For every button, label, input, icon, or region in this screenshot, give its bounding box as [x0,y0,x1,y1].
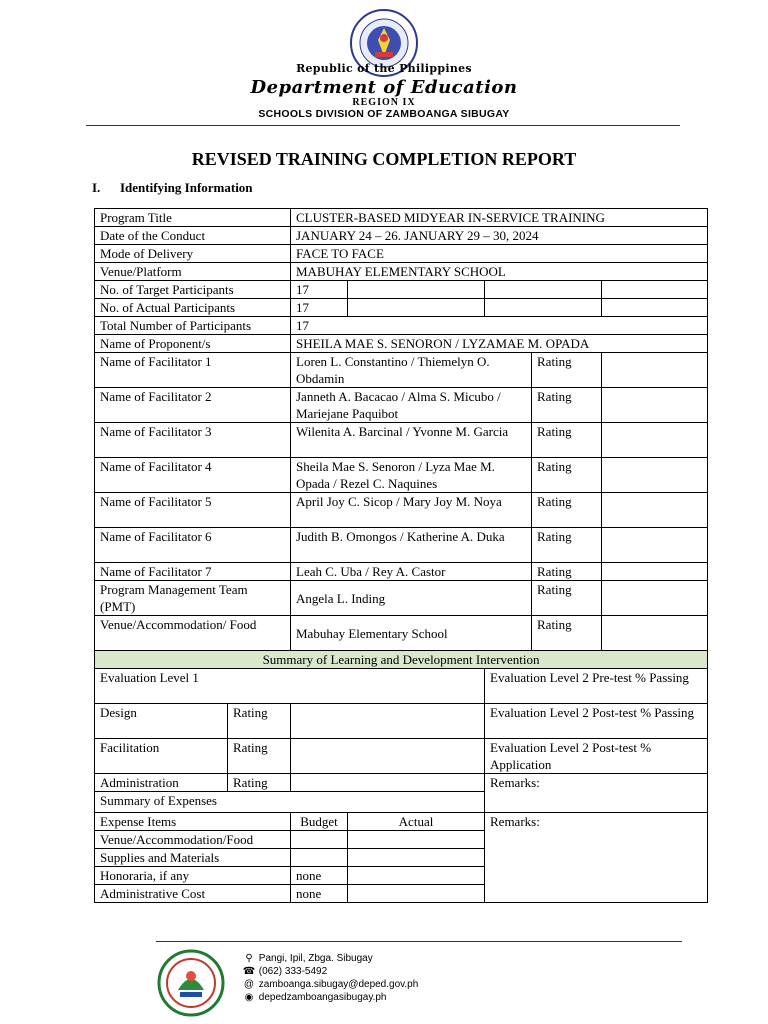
expense-remarks: Remarks: [485,813,708,903]
rating-label: Rating [532,563,602,581]
administration-rating-value [291,774,485,792]
target-cell-3 [485,281,602,299]
rating-label: Rating [532,353,602,388]
rating-value [602,563,708,581]
row-program-title [95,209,708,227]
row-facilitator-3 [95,423,708,458]
facilitator-names: Leah C. Uba / Rey A. Castor [291,563,532,581]
email-icon: @ [243,979,255,990]
facilitator-label: Name of Facilitator 7 [95,563,291,581]
total-label: Total Number of Participants [95,317,291,335]
expense-actual [348,831,485,849]
row-actual-participants [95,299,708,317]
rating-label: Rating [532,493,602,528]
rating-label: Rating [532,528,602,563]
row-facilitation [95,739,708,774]
pmt-label: Program Management Team (PMT) [95,581,291,616]
expense-budget: none [291,867,348,885]
actual-value: 17 [291,299,348,317]
expense-item: Honoraria, if any [95,867,291,885]
facebook-icon: ◉ [244,992,254,1003]
rating-value [602,493,708,528]
row-proponent [95,335,708,353]
footer-web [242,992,386,1003]
rating-value [602,528,708,563]
eval-level-1-label: Evaluation Level 1 [95,669,485,704]
pmt-value: Angela L. Inding [291,581,532,616]
expense-actual [348,867,485,885]
venue-label: Venue/Platform [95,263,291,281]
row-mode [95,245,708,263]
footer-address [242,953,373,964]
summary-remarks: Remarks: [485,774,708,813]
administration-label: Administration [95,774,228,792]
facilitation-label: Facilitation [95,739,228,774]
header-divider [86,125,680,126]
eval-level-2-post-application: Evaluation Level 2 Post-test % Application [485,739,708,774]
facilitator-names: Loren L. Constantino / Thiemelyn O. Obdamin [291,353,532,388]
rating-value [602,353,708,388]
mode-value: FACE TO FACE [291,245,708,263]
expenses-heading: Summary of Expenses [95,792,485,813]
eval-level-2-post-passing: Evaluation Level 2 Post-test % Passing [485,704,708,739]
mode-label: Mode of Delivery [95,245,291,263]
expense-item: Supplies and Materials [95,849,291,867]
section-heading [92,180,253,196]
training-report-table [94,208,708,903]
date-value: JANUARY 24 – 26. JANUARY 29 – 30, 2024 [291,227,708,245]
design-rating-label: Rating [228,704,291,739]
division-logo [156,948,226,1018]
division-line: SCHOOLS DIVISION OF ZAMBOANGA SIBUGAY [258,108,510,120]
rating-label: Rating [532,388,602,423]
rating-label: Rating [532,581,602,616]
row-facilitator-1 [95,353,708,388]
row-total-participants [95,317,708,335]
region-line: REGION IX [352,97,416,108]
footer-phone-text: (062) 333-5492 [258,966,328,977]
footer-phone [242,966,327,977]
page-title: REVISED TRAINING COMPLETION REPORT [191,149,577,169]
row-administration [95,774,708,792]
footer-email-text: zamboanga.sibugay@deped.gov.ph [258,979,419,990]
design-label: Design [95,704,228,739]
expense-budget: none [291,885,348,903]
facilitation-rating-value [291,739,485,774]
rating-label: Rating [532,423,602,458]
expense-item: Venue/Accommodation/Food [95,831,291,849]
actual-cell-4 [602,299,708,317]
row-summary-heading [95,651,708,669]
venue-value: MABUHAY ELEMENTARY SCHOOL [291,263,708,281]
proponent-label: Name of Proponent/s [95,335,291,353]
expense-budget [291,849,348,867]
facilitation-rating-label: Rating [228,739,291,774]
summary-heading: Summary of Learning and Development Intervention [95,651,708,669]
rating-label: Rating [532,458,602,493]
footer-email [242,979,418,990]
expense-budget [291,831,348,849]
expense-actual [348,849,485,867]
row-facilitator-7 [95,563,708,581]
row-venue-food [95,616,708,651]
facilitator-names: Janneth A. Bacacao / Alma S. Micubo / Mariejane Paquibot [291,388,532,423]
target-label: No. of Target Participants [95,281,291,299]
rating-label: Rating [532,616,602,651]
expense-budget-header: Budget [291,813,348,831]
facilitator-label: Name of Facilitator 2 [95,388,291,423]
program-title-value: CLUSTER-BASED MIDYEAR IN-SERVICE TRAINING [291,209,708,227]
row-venue [95,263,708,281]
republic-line: Republic of the Philippines [296,62,472,75]
target-value: 17 [291,281,348,299]
row-date [95,227,708,245]
facilitator-label: Name of Facilitator 6 [95,528,291,563]
actual-label: No. of Actual Participants [95,299,291,317]
rating-value [602,423,708,458]
row-facilitator-4 [95,458,708,493]
facilitator-names: Judith B. Omongos / Katherine A. Duka [291,528,532,563]
facilitator-label: Name of Facilitator 1 [95,353,291,388]
row-expense-columns [95,813,708,831]
row-target-participants [95,281,708,299]
location-pin-icon: ⚲ [245,953,253,964]
target-cell-4 [602,281,708,299]
rating-value [602,616,708,651]
date-label: Date of the Conduct [95,227,291,245]
expense-item: Administrative Cost [95,885,291,903]
venue-food-value: Mabuhay Elementary School [291,616,532,651]
footer-divider [156,941,682,942]
footer-web-text: depedzamboangasibugay.ph [258,992,387,1003]
row-eval-levels [95,669,708,704]
row-facilitator-5 [95,493,708,528]
section-number: I. [92,180,101,195]
rating-value [602,458,708,493]
row-pmt [95,581,708,616]
expense-actual-header: Actual [348,813,485,831]
row-facilitator-6 [95,528,708,563]
facilitator-label: Name of Facilitator 4 [95,458,291,493]
administration-rating-label: Rating [228,774,291,792]
department-name: Department of Education [250,77,518,98]
phone-icon: ☎ [242,966,256,977]
footer-address-text: Pangi, Ipil, Zbga. Sibugay [258,953,373,964]
rating-value [602,388,708,423]
facilitator-label: Name of Facilitator 5 [95,493,291,528]
eval-level-2-pretest: Evaluation Level 2 Pre-test % Passing [485,669,708,704]
expense-actual [348,885,485,903]
actual-cell-2 [348,299,485,317]
facilitator-names: April Joy C. Sicop / Mary Joy M. Noya [291,493,532,528]
section-label: Identifying Information [120,180,253,195]
facilitator-names: Sheila Mae S. Senoron / Lyza Mae M. Opada / Rezel C. Naquines [291,458,532,493]
total-value: 17 [291,317,708,335]
row-facilitator-2 [95,388,708,423]
rating-value [602,581,708,616]
facilitator-label: Name of Facilitator 3 [95,423,291,458]
program-title-label: Program Title [95,209,291,227]
row-design [95,704,708,739]
proponent-value: SHEILA MAE S. SENORON / LYZAMAE M. OPADA [291,335,708,353]
actual-cell-3 [485,299,602,317]
target-cell-2 [348,281,485,299]
design-rating-value [291,704,485,739]
venue-food-label: Venue/Accommodation/ Food [95,616,291,651]
expense-items-header: Expense Items [95,813,291,831]
facilitator-names: Wilenita A. Barcinal / Yvonne M. Garcia [291,423,532,458]
